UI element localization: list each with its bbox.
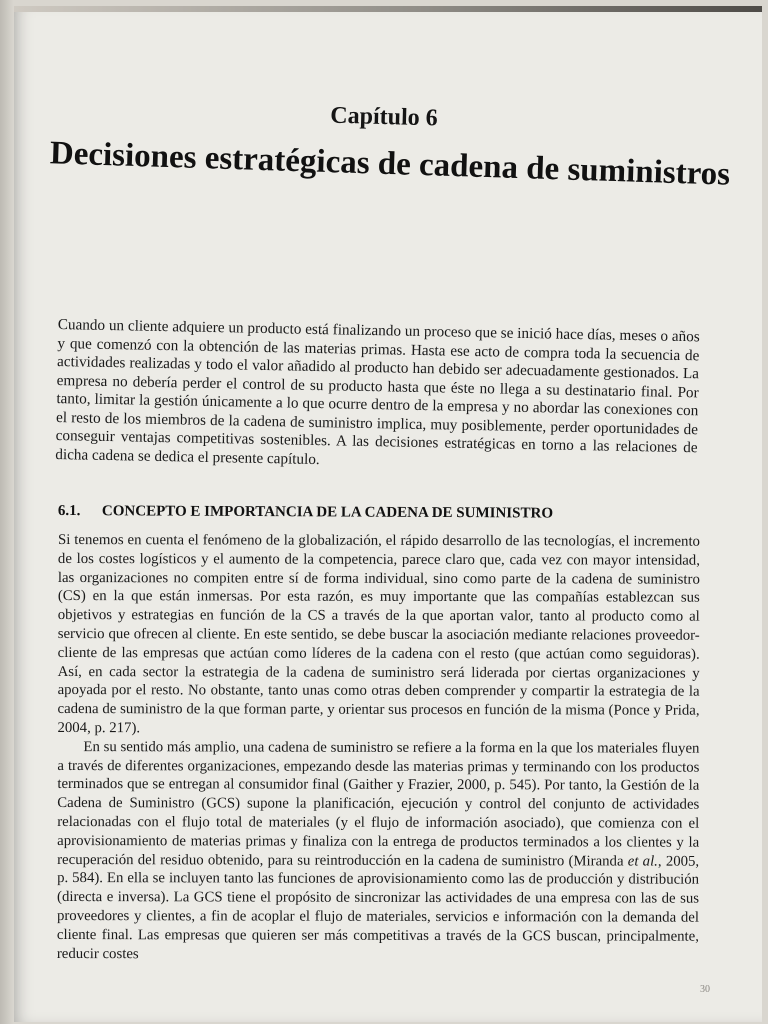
section-paragraph-2-text-a: En su sentido más amplio, una cadena de suministro se refiere a la forma en la que los materiales fluyen a través de diferentes organizaciones, empezando desde las materias primas y terminando con los productos terminados que se entregan al consumidor final (Gaither y Frazier, 2000, p. 545). Por tanto, la Gestión de la Cadena de Suministro (GCS) supone la planificación, ejecución y control del conjunto de actividades relacionadas con el flujo total de materiales (y el flujo de información asociado), que comienza con el aprovisionamiento de materias primas y finaliza con la entrega de productos terminados a los clientes y la recuperación del residuo obtenido, para su reintroducción en la cadena de suministro (Miranda [57,738,700,870]
section-body [57,531,700,965]
page-binding-shadow [0,0,14,1024]
section-number: 6.1. [57,503,81,520]
chapter-label: Capítulo 6 [330,102,439,132]
section-paragraph-1: Si tenemos en cuenta el fenómeno de la globalización, el rápido desarrollo de las tecnologías, el incremento de los costes logísticos y el aumento de la competencia, parece claro que, cada vez con mayor intensidad, las organizaciones no compiten entre sí de forma individual, sino como parte de la cadena de suministro (CS) en la que están inmersas. Por esta razón, es muy importante que las compañías establezcan sus objetivos y estrategias en función de la CS a través de la que aportan valor, tanto al producto como al servicio que ofrecen al cliente. En este sentido, se debe buscar la asociación mediante relaciones proveedor-cliente de las empresas que actúan como líderes de la cadena con el resto (que actúan como seguidoras). Así, en cada sector la estrategia de la cadena de suministro será liderada por ciertas organizaciones y apoyada por el resto. No obstante, tanto unas como otras deben comprender y compartir la estrategia de la cadena de suministro de la que forman parte, y orientar sus procesos en función de la misma (Ponce y Prida, 2004, p. 217). [57,532,700,737]
section-paragraph-2-text-b: , 2005, p. 584). En ella se incluyen tanto las funciones de aprovisionamiento como las de producción y distribución (directa e inversa). La GCS tiene el propósito de sincronizar las actividades de una empresa con las de sus proveedores y clientes, a fin de acoplar el flujo de materiales, servicios e información con la demanda del cliente final. Las empresas que quieren ser más competitivas a través de la GCS buscan, principalmente, reducir costes [56,853,700,962]
section-title: CONCEPTO E IMPORTANCIA DE LA CADENA DE SUMINISTRO [101,503,554,522]
section-heading [58,503,718,523]
intro-paragraph-block [55,316,700,476]
chapter-title: Decisiones estratégicas de cadena de suministros [49,135,731,193]
section-paragraph-2-italic: et al. [627,853,658,870]
section-paragraph-2 [57,738,700,965]
page-top-edge [14,6,762,12]
page-number: 30 [700,984,710,995]
intro-paragraph: Cuando un cliente adquiere un producto está finalizando un proceso que se inició hace días, meses o años y que comenzó con la obtención de las materias primas. Hasta ese acto de compra toda la secuencia de actividades realizadas y todo el valor añadido al producto han debido ser adecuadamente gestionados. La empresa no debería perder el control de su producto hasta que éste no llega a su destinatario final. Por tanto, limitar la gestión únicamente a lo que ocurre dentro de la empresa y no abordar las conexiones con el resto de los miembros de la cadena de suministro implica, muy posiblemente, perder oportunidades de conseguir ventajas competitivas sostenibles. A las decisiones estratégicas en torno a las relaciones de dicha cadena se dedica el presente capítulo. [55,316,700,468]
